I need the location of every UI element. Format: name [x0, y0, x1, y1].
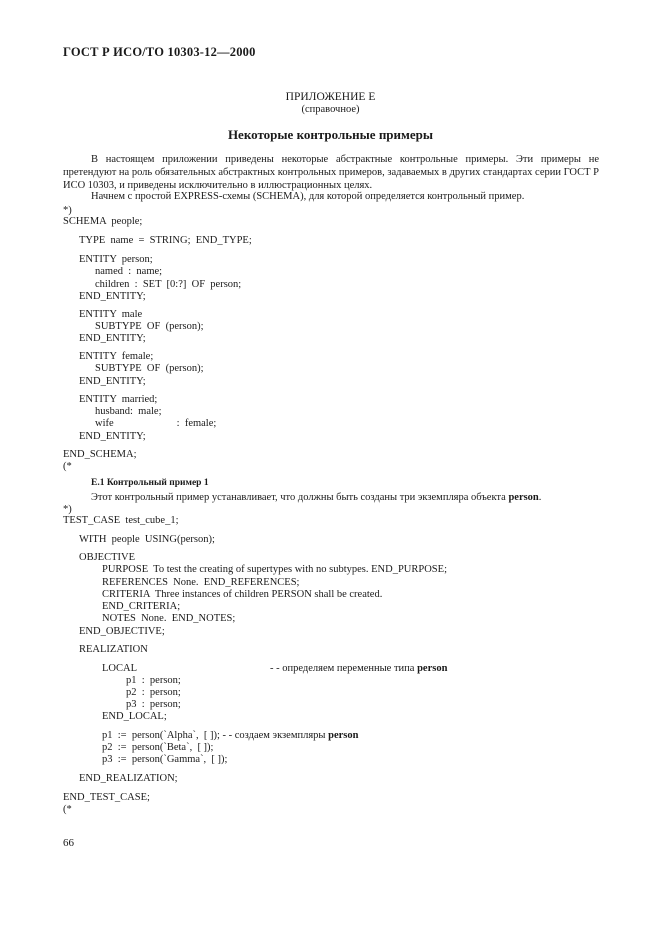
- code-line: REALIZATION: [79, 644, 148, 655]
- code-line: p1 : person;: [126, 675, 181, 686]
- code-comment: - - определяем переменные типа person: [270, 663, 448, 674]
- code-line: CRITERIA Three instances of children PERSON shall be created.: [102, 589, 383, 600]
- code-line: TEST_CASE test_cube_1;: [63, 515, 179, 526]
- code-line: END_ENTITY;: [79, 291, 146, 302]
- code-line: NOTES None. END_NOTES;: [102, 613, 236, 624]
- code-line: REFERENCES None. END_REFERENCES;: [102, 577, 300, 588]
- code-line: *): [63, 205, 72, 216]
- subsection-description: Этот контрольный пример устанавливает, что должны быть созданы три экземпляра объекта person.: [91, 492, 542, 503]
- code-line: p2 : person;: [126, 687, 181, 698]
- code-line: ENTITY person;: [79, 254, 153, 265]
- code-line: WITH people USING(person);: [79, 534, 215, 545]
- code-line: TYPE name = STRING; END_TYPE;: [79, 235, 252, 246]
- code-line: END_OBJECTIVE;: [79, 626, 165, 637]
- code-line: END_CRITERIA;: [102, 601, 181, 612]
- code-line: SUBTYPE OF (person);: [95, 321, 204, 332]
- subsection-title: Е.1 Контрольный пример 1: [91, 478, 209, 488]
- code-line: p1 := person(`Alpha`, [ ]); - - создаем экземпляры person: [102, 730, 359, 741]
- code-line: (*: [63, 461, 72, 472]
- code-line: PURPOSE To test the creating of supertypes with no subtypes. END_PURPOSE;: [102, 564, 447, 575]
- standard-designation: ГОСТ Р ИСО/ТО 10303-12—2000: [63, 45, 256, 59]
- code-line: END_ENTITY;: [79, 333, 146, 344]
- code-line: p3 := person(`Gamma`, [ ]);: [102, 754, 228, 765]
- code-line: ENTITY married;: [79, 394, 158, 405]
- code-line: OBJECTIVE: [79, 552, 135, 563]
- intro-paragraph: В настоящем приложении приведены некоторые абстрактные контрольные примеры. Эти примеры не претендуют на роль обязательных абстрактных контрольных примеров, задаваемых в других стандартах серии ГОСТ Р ИСО 10303, и приведены исключительно в иллюстрационных целях.: [63, 154, 599, 191]
- appendix-subtitle: (справочное): [301, 104, 360, 115]
- section-heading: Некоторые контрольные примеры: [227, 127, 434, 142]
- code-line: named : name;: [95, 266, 163, 277]
- code-line: husband: male;: [95, 406, 162, 417]
- code-line: p3 : person;: [126, 699, 181, 710]
- code-line: LOCAL: [102, 663, 137, 674]
- page-number: 66: [63, 837, 74, 849]
- code-line: wife : female;: [95, 418, 217, 429]
- code-line: children : SET [0:?] OF person;: [95, 279, 242, 290]
- code-line: SCHEMA people;: [63, 216, 143, 227]
- schema-intro-paragraph: Начнем с простой EXPRESS-схемы (SCHEMA), для которой определяется контрольный пример.: [91, 191, 525, 202]
- code-line: ENTITY male: [79, 309, 143, 320]
- code-line: SUBTYPE OF (person);: [95, 363, 204, 374]
- code-line: p2 := person(`Beta`, [ ]);: [102, 742, 214, 753]
- appendix-title: ПРИЛОЖЕНИЕ Е: [285, 91, 376, 103]
- code-line: *): [63, 504, 72, 515]
- code-line: END_REALIZATION;: [79, 773, 178, 784]
- code-line: ENTITY female;: [79, 351, 154, 362]
- code-line: END_LOCAL;: [102, 711, 167, 722]
- code-line: END_ENTITY;: [79, 431, 146, 442]
- code-line: END_SCHEMA;: [63, 449, 137, 460]
- code-line: END_ENTITY;: [79, 376, 146, 387]
- code-line: END_TEST_CASE;: [63, 792, 150, 803]
- code-line: (*: [63, 804, 72, 815]
